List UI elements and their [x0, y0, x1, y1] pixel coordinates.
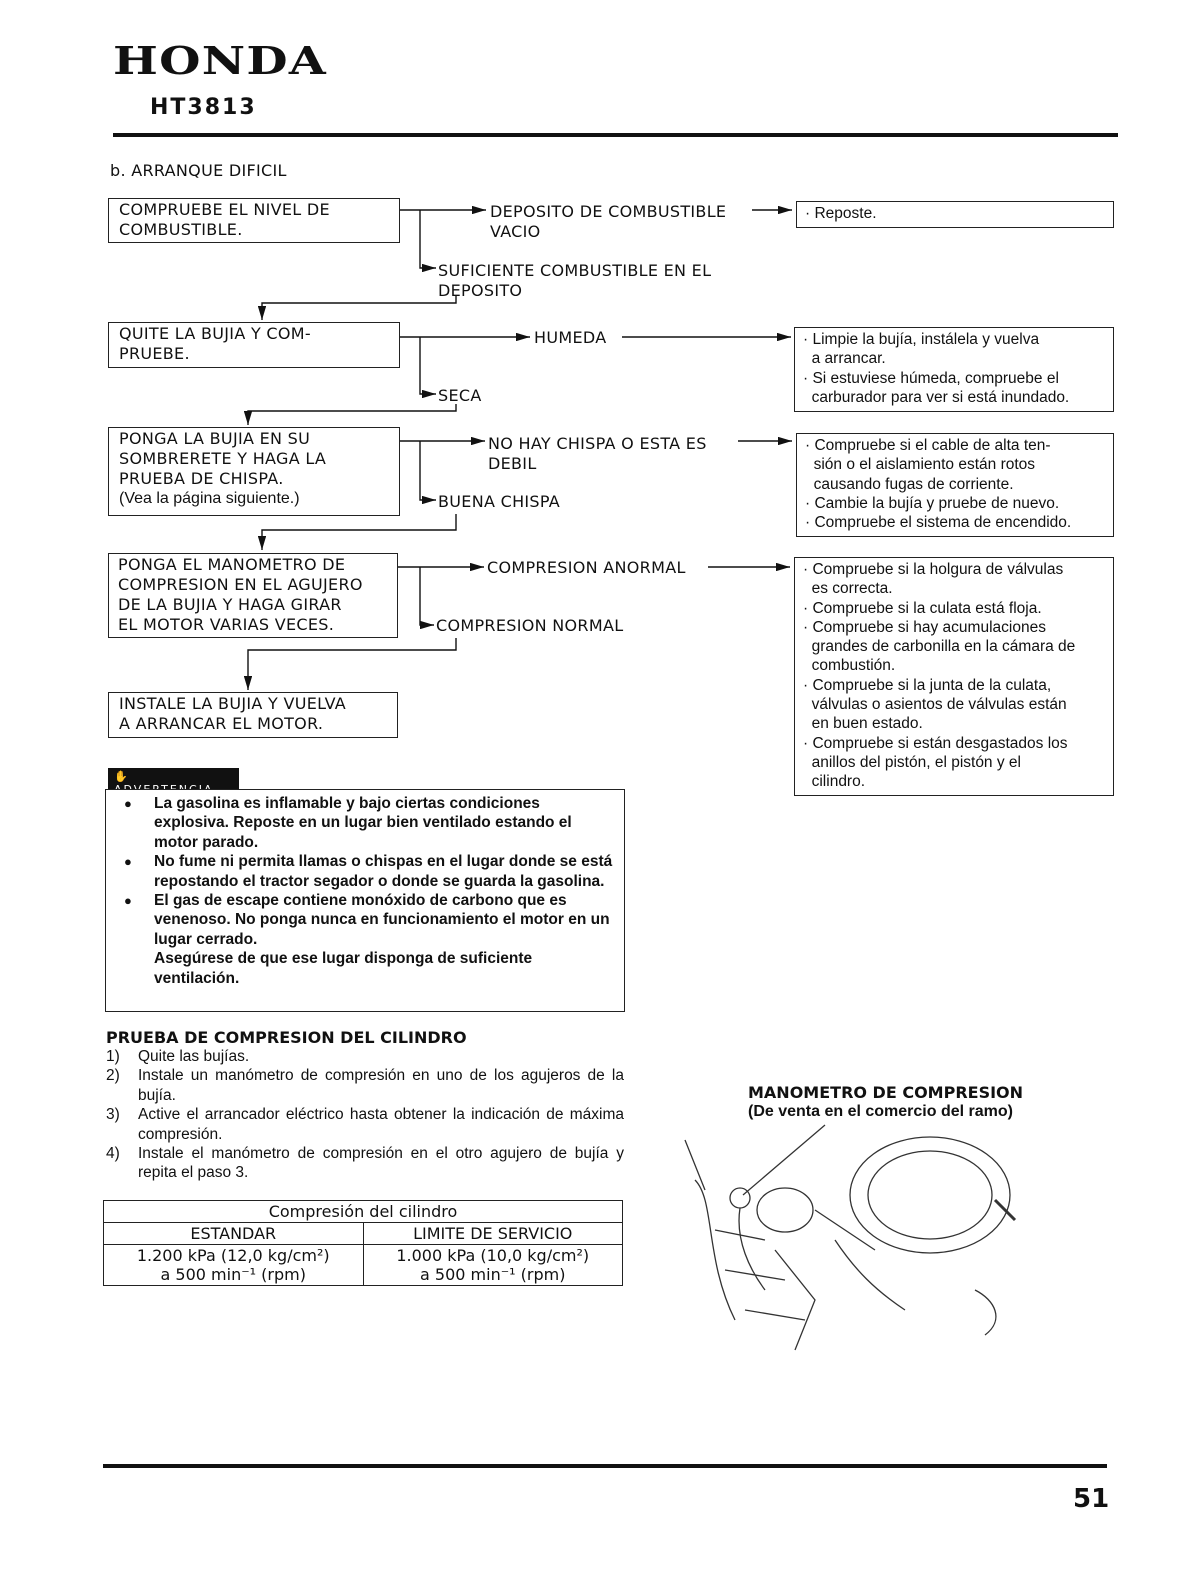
- reinstall-plug-box: INSTALE LA BUJIA Y VUELVA A ARRANCAR EL MOTOR.: [108, 692, 398, 738]
- honda-logo: HONDA: [113, 38, 327, 83]
- spark-test-box: [108, 427, 400, 516]
- figure-subtitle: (De venta en el comercio del ramo): [748, 1103, 1013, 1120]
- fault-wet: HUMEDA: [534, 328, 607, 347]
- remedy-line: · Compruebe si la junta de la culata,: [803, 676, 1052, 694]
- service-limit-value: 1.000 kPa (10,0 kg/cm²) a 500 min⁻¹ (rpm): [363, 1245, 623, 1286]
- check-fuel-level-box: COMPRUEBE EL NIVEL DE COMBUSTIBLE.: [108, 198, 400, 243]
- compression-test-title: PRUEBA DE COMPRESION DEL CILINDRO: [106, 1028, 467, 1047]
- footer-rule: [103, 1464, 1107, 1468]
- warning-label: ADVERTENCIA: [114, 783, 214, 796]
- remedy-box-compression: [794, 557, 1114, 796]
- remedy-line: · Compruebe si la culata está floja.: [803, 599, 1042, 617]
- warning-extra: Asegúrese de que ese lugar disponga de suficiente ventilación.: [154, 950, 533, 987]
- remedy-line: · Compruebe si hay acumulaciones: [803, 618, 1046, 636]
- compression-gauge-illustration: [675, 1120, 1065, 1360]
- warning-item: ● No fume ni permita llamas o chispas en el lugar donde se está repostando el tractor segador o donde se guarda la gasolina.: [124, 853, 613, 890]
- remedy-box-wet-plug: [794, 327, 1114, 412]
- spark-test-text: PONGA LA BUJIA EN SU SOMBRERETE Y HAGA LA PRUEBA DE CHISPA.: [119, 429, 327, 488]
- warning-box: [105, 789, 625, 1012]
- remedy-line: combustión.: [803, 657, 896, 675]
- fault-abnormal-compression: COMPRESION ANORMAL: [487, 558, 686, 577]
- model-number: HT3813: [150, 95, 257, 120]
- ok-good-spark: BUENA CHISPA: [438, 492, 561, 511]
- fault-fuel-empty: DEPOSITO DE COMBUSTIBLE VACIO: [490, 202, 727, 241]
- ok-fuel-sufficient: SUFICIENTE COMBUSTIBLE EN EL DEPOSITO: [438, 261, 712, 300]
- figure-title: MANOMETRO DE COMPRESION: [748, 1083, 1024, 1102]
- remedy-line: · Compruebe si la holgura de válvulas: [803, 561, 1064, 578]
- remedy-line: · Si estuviese húmeda, compruebe el: [803, 369, 1059, 387]
- section-title: b. ARRANQUE DIFICIL: [110, 161, 287, 180]
- check-spark-plug-box: QUITE LA BUJIA Y COM- PRUEBE.: [108, 322, 400, 368]
- compression-test-steps: [106, 1047, 624, 1183]
- remedy-line: · Compruebe si el cable de alta ten-: [805, 437, 1051, 454]
- bullet-icon: ●: [124, 893, 132, 909]
- bullet-icon: ●: [124, 854, 132, 870]
- ok-dry: SECA: [438, 386, 482, 405]
- step: 1) Quite las bujías.: [106, 1048, 250, 1065]
- remedy-line: causando fugas de corriente.: [805, 475, 1014, 493]
- remedy-line: cilindro.: [803, 773, 866, 791]
- remedy-line: válvulas o asientos de válvulas están: [803, 696, 1067, 714]
- remedy-box-no-spark: [796, 433, 1114, 537]
- remedy-line: a arrancar.: [803, 350, 886, 368]
- remedy-line: grandes de carbonilla en la cámara de: [803, 638, 1076, 656]
- standard-value: 1.200 kPa (12,0 kg/cm²) a 500 min⁻¹ (rpm): [104, 1245, 364, 1286]
- page-number: 51: [1073, 1484, 1110, 1514]
- spark-test-note: (Vea la página siguiente.): [119, 490, 300, 507]
- warning-badge: [108, 768, 239, 796]
- remedy-line: carburador para ver si está inundado.: [803, 388, 1070, 406]
- remedy-line: · Reposte.: [805, 205, 877, 222]
- step: 3) Active el arrancador eléctrico hasta obtener la indicación de máxima compresión.: [106, 1106, 624, 1143]
- remedy-line: · Compruebe el sistema de encendido.: [805, 514, 1072, 532]
- bullet-icon: ●: [124, 796, 132, 811]
- header-standard: ESTANDAR: [104, 1223, 364, 1245]
- remedy-line: en buen estado.: [803, 715, 923, 733]
- compression-spec-table: [103, 1200, 623, 1286]
- warning-item: ● El gas de escape contiene monóxido de carbono que es venenoso. No ponga nunca en funcionamiento el motor en un lugar cerrado.: [124, 892, 610, 948]
- remedy-line: · Compruebe si están desgastados los: [803, 734, 1068, 752]
- header-service-limit: LIMITE DE SERVICIO: [363, 1223, 623, 1245]
- remedy-line: · Cambie la bujía y pruebe de nuevo.: [805, 494, 1060, 512]
- hand-warning-icon: ✋: [114, 770, 130, 783]
- remedy-box-refuel: [796, 201, 1114, 228]
- remedy-line: · Limpie la bujía, instálela y vuelva: [803, 331, 1040, 348]
- remedy-line: anillos del pistón, el pistón y el: [803, 753, 1021, 771]
- remedy-line: sión o el aislamiento están rotos: [805, 456, 1036, 474]
- remedy-line: es correcta.: [803, 580, 893, 598]
- step: 2) Instale un manómetro de compresión en uno de los agujeros de la bujía.: [106, 1067, 624, 1104]
- ok-normal-compression: COMPRESION NORMAL: [436, 616, 624, 635]
- warning-item: ● La gasolina es inflamable y bajo ciertas condiciones explosiva. Reposte en un lugar bien ventilado estando el motor parado.: [124, 795, 572, 851]
- table-title: Compresión del cilindro: [104, 1201, 623, 1223]
- step: 4) Instale el manómetro de compresión en el otro agujero de bujía y repita el paso 3.: [106, 1145, 624, 1182]
- fault-no-spark: NO HAY CHISPA O ESTA ES DEBIL: [488, 434, 707, 473]
- compression-gauge-box: PONGA EL MANOMETRO DE COMPRESION EN EL AGUJERO DE LA BUJIA Y HAGA GIRAR EL MOTOR VARIAS VECES.: [108, 553, 398, 638]
